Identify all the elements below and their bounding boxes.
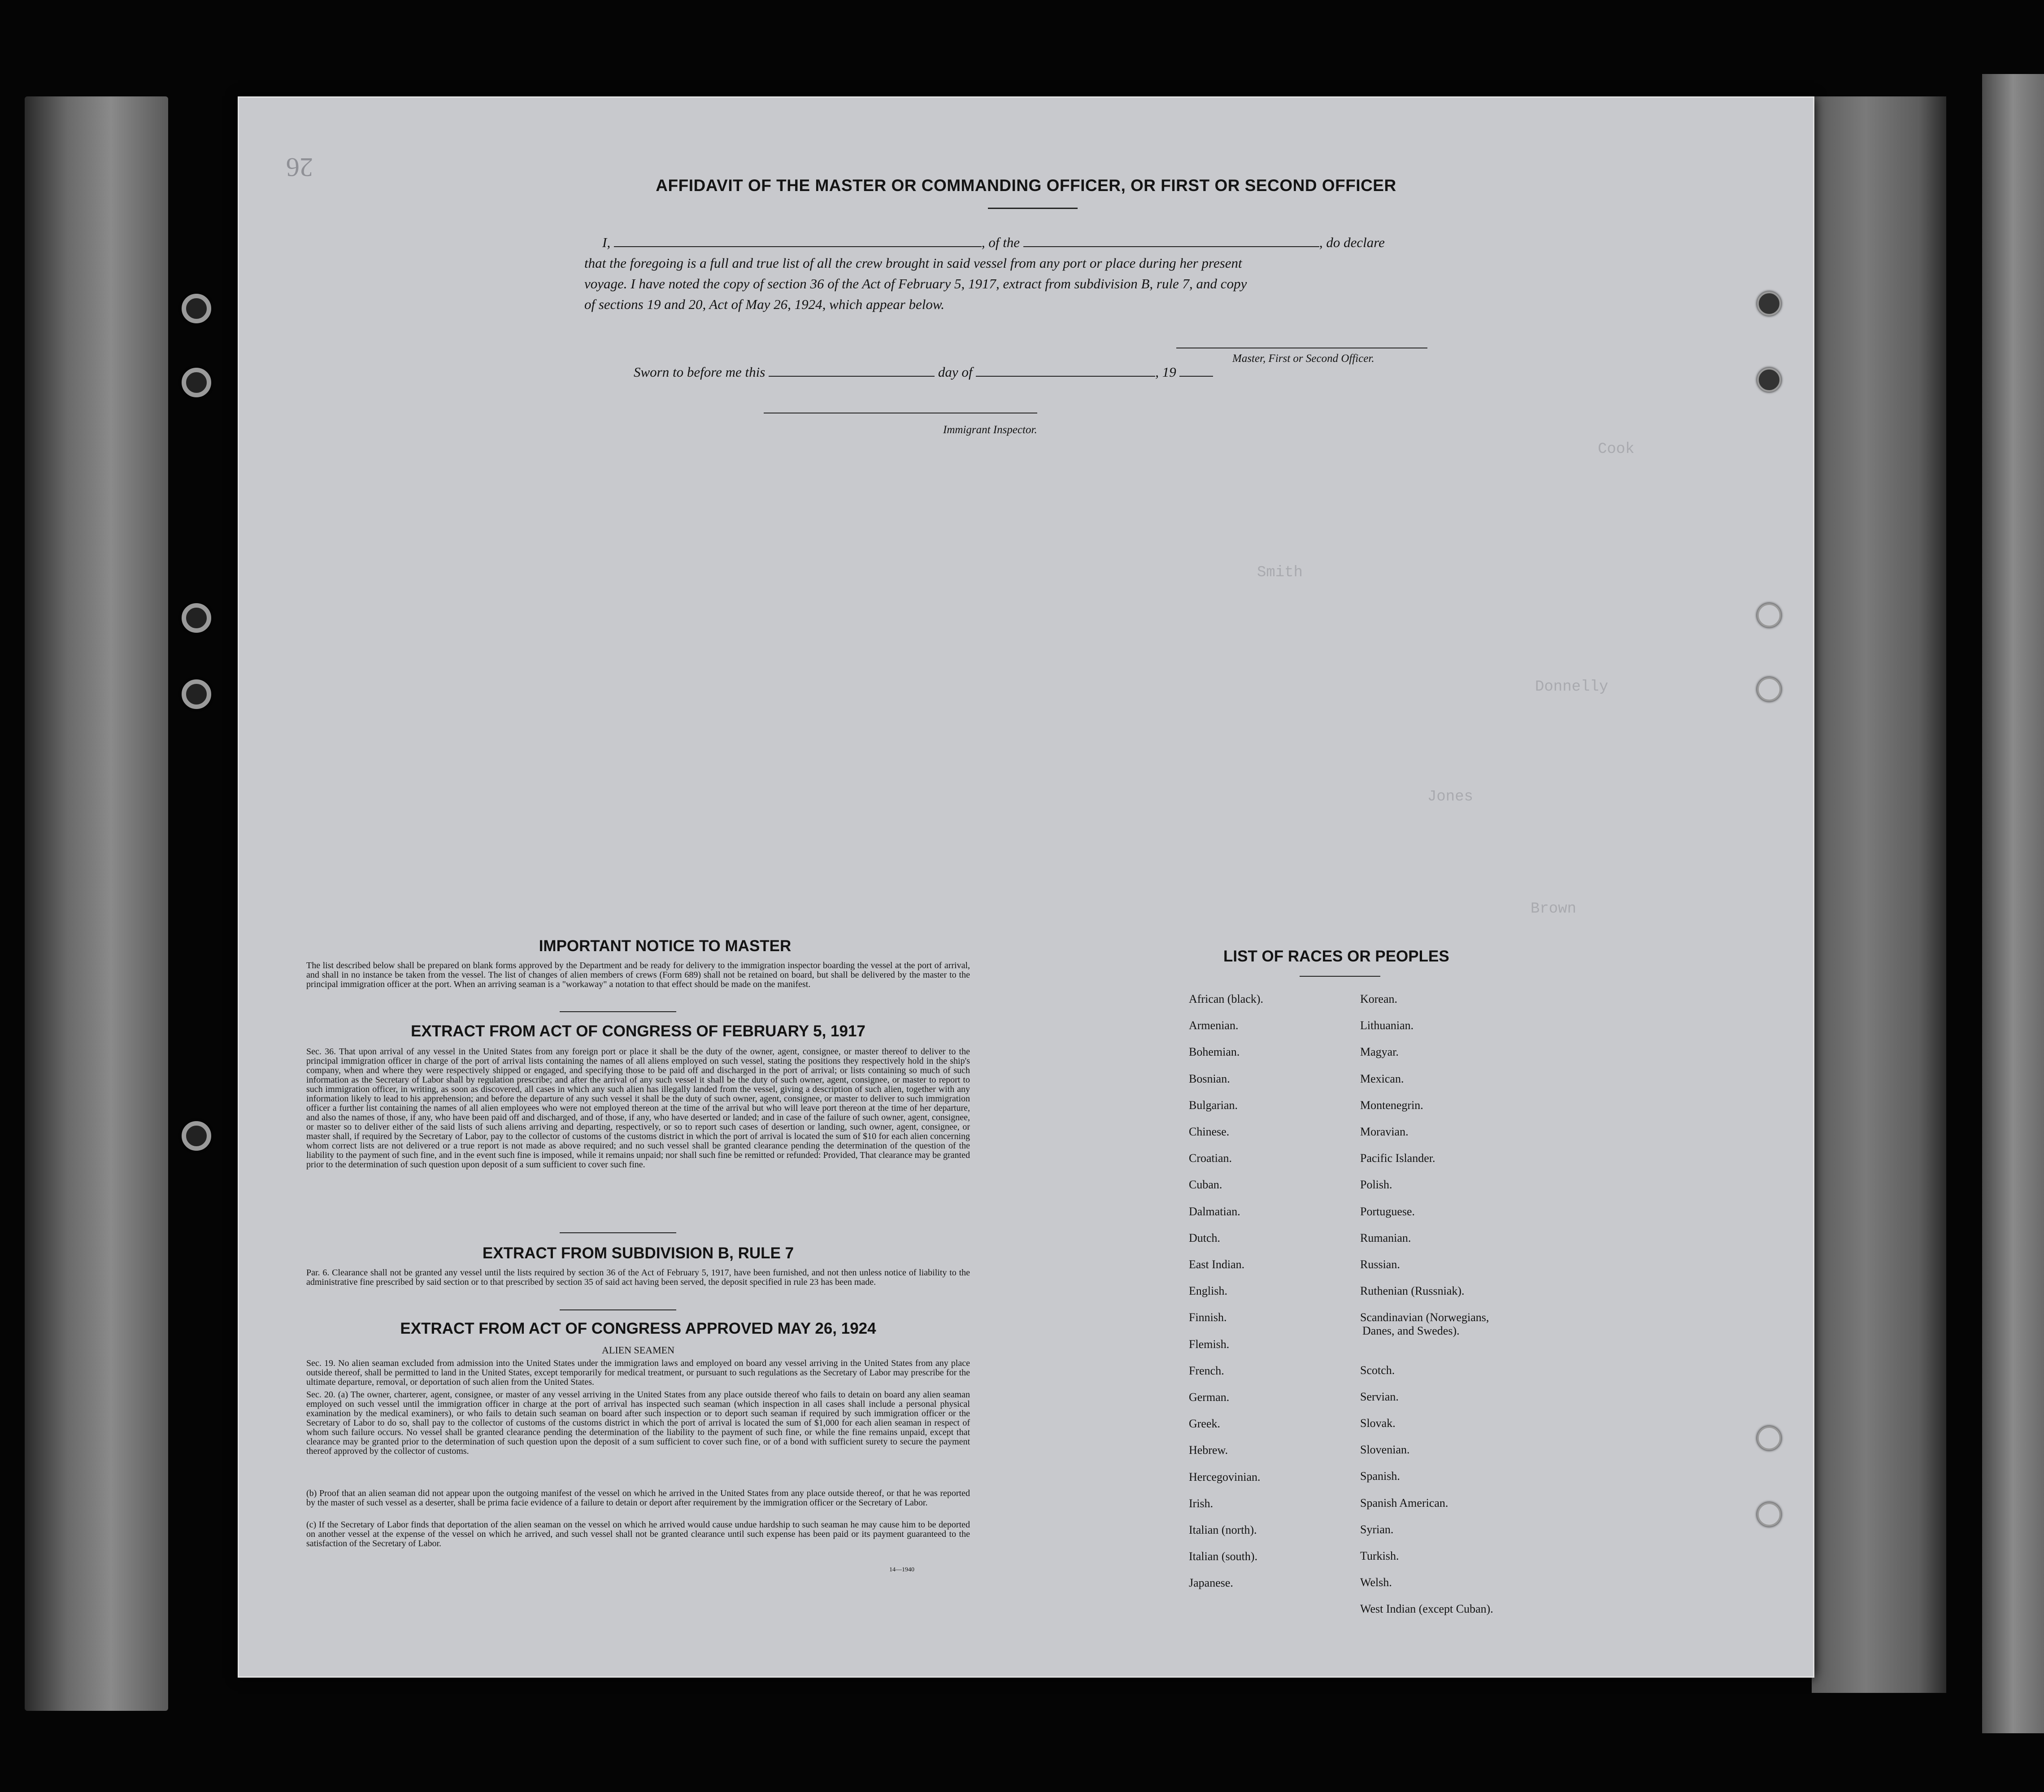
race-item: Italian (south). <box>1189 1550 1258 1563</box>
name-field[interactable] <box>614 233 982 247</box>
race-item: Russian. <box>1360 1258 1400 1271</box>
rule-7-body: Par. 6. Clearance shall not be granted any vessel until the lists required by section 36 of the Act of February 5, 1917, have been furnished, and not then unless notice of liability to the administrative fine prescribed by said section or to that prescribed by section 35 of said act having been served, the deposit specified in rule 23 has been made. <box>306 1268 970 1287</box>
sworn-day-field[interactable] <box>769 362 935 377</box>
race-item: Hebrew. <box>1189 1444 1228 1457</box>
punch-hole-icon <box>1757 603 1781 627</box>
races-title: LIST OF RACES OR PEOPLES <box>1223 948 1449 965</box>
punch-hole-icon <box>1757 368 1781 392</box>
bleed-through: Cook <box>1598 441 1635 458</box>
binder-ring-icon <box>182 603 211 633</box>
inspector-caption: Immigrant Inspector. <box>943 424 1037 436</box>
notice-body: The list described below shall be prepared on blank forms approved by the Department and be ready for delivery to the immigration inspector boarding the vessel at the port of arrival, and shall in no instance be taken from the vessel. The list of changes of alien members of crews (Form 689) shall not be retained on board, but shall be delivered by the master to the principal immigration officer at the port. When an arriving seaman is a "workaway" a notation to that effect should be made on the manifest. <box>306 961 970 989</box>
race-item: Cuban. <box>1189 1178 1222 1192</box>
act-1924-sec20a: Sec. 20. (a) The owner, charterer, agent, consignee, or master of any vessel arriving in the United States from any place outside thereof who fails to detain on board any alien seaman employed on such vessel until the immigration officer in charge at the port of arrival has inspected such seaman (which inspection in all cases shall include a personal physical examination by the medical examiners), or who fails to detain such seaman on board after such inspection or to deport such seaman if required by such immigration officer or the Secretary of Labor to do so, shall pay to the collector of customs of the customs district in which the port of arrival is located the sum of $1,000 for each alien seaman in respect of whom such failure occurs. No vessel shall be granted clearance pending the determination of the liability to the payment of such fine, or while the fine remains unpaid, except that clearance may be granted prior to the determination of such question upon the deposit of a sum sufficient to cover such fine, or of a bond with sufficient surety to secure the payment thereof approved by the collector of customs. <box>306 1390 970 1456</box>
form-number: 14—1940 <box>889 1566 914 1573</box>
punch-hole-icon <box>1757 291 1781 316</box>
race-item: Greek. <box>1189 1417 1221 1431</box>
race-item: Spanish. <box>1360 1470 1400 1483</box>
vessel-field[interactable] <box>1023 233 1319 247</box>
notice-title: IMPORTANT NOTICE TO MASTER <box>539 937 792 955</box>
race-item: Slovak. <box>1360 1417 1396 1430</box>
race-item: Polish. <box>1360 1178 1392 1192</box>
decl-line-2: that the foregoing is a full and true list of all the crew brought in said vessel from any port or place during her present <box>584 255 1242 271</box>
sworn-text: Sworn to before me this <box>634 364 765 380</box>
bleed-through: Smith <box>1257 564 1303 581</box>
divider <box>1300 976 1380 977</box>
race-item: East Indian. <box>1189 1258 1245 1271</box>
race-item: Flemish. <box>1189 1337 1230 1351</box>
decl-line-4: of sections 19 and 20, Act of May 26, 1924, which appear below. <box>584 296 945 312</box>
punch-hole-icon <box>1757 677 1781 701</box>
sworn-line <box>634 362 1213 380</box>
race-item: Portuguese. <box>1360 1205 1415 1218</box>
race-item: Syrian. <box>1360 1522 1394 1536</box>
race-item: Irish. <box>1189 1496 1213 1510</box>
race-item: African (black). <box>1189 992 1264 1005</box>
race-item: Spanish American. <box>1360 1496 1448 1509</box>
declaration <box>584 232 1714 315</box>
race-item: Rumanian. <box>1360 1231 1411 1244</box>
race-item: Danes, and Swedes). <box>1362 1324 1460 1337</box>
decl-of-the: , of the <box>981 235 1020 250</box>
race-item: German. <box>1189 1391 1230 1404</box>
race-item: French. <box>1189 1364 1224 1377</box>
race-item: Scandinavian (Norwegians, <box>1360 1311 1489 1324</box>
race-item: Dutch. <box>1189 1231 1221 1244</box>
race-item: Bosnian. <box>1189 1072 1230 1085</box>
binder-ring-icon <box>182 368 211 397</box>
race-item: Lithuanian. <box>1360 1019 1414 1032</box>
binder-ring-icon <box>182 294 211 323</box>
race-item: Chinese. <box>1189 1125 1230 1138</box>
race-item: Finnish. <box>1189 1311 1227 1324</box>
affidavit-title: AFFIDAVIT OF THE MASTER OR COMMANDING OFFICER, OR FIRST OR SECOND OFFICER <box>656 176 1396 195</box>
race-item: English. <box>1189 1284 1227 1298</box>
divider <box>988 208 1078 209</box>
adjacent-page-strip <box>1982 74 2044 1733</box>
race-item: Bohemian. <box>1189 1045 1240 1059</box>
race-item: Welsh. <box>1360 1576 1392 1589</box>
page-number: 26 <box>286 152 313 182</box>
sworn-year: , 19 <box>1155 364 1176 380</box>
race-item: Ruthenian (Russniak). <box>1360 1284 1465 1298</box>
race-item: Hercegovinian. <box>1189 1470 1261 1483</box>
sworn-day-of: day of <box>938 364 973 380</box>
bleed-through: Brown <box>1531 900 1577 918</box>
binder-left-edge <box>25 96 168 1711</box>
bleed-through: Donnelly <box>1535 679 1609 696</box>
decl-i: I, <box>602 235 611 250</box>
binder-ring-icon <box>182 1121 211 1151</box>
rule-7-title: EXTRACT FROM SUBDIVISION B, RULE 7 <box>482 1244 794 1262</box>
bleed-through: Jones <box>1427 788 1474 805</box>
race-item: Croatian. <box>1189 1152 1232 1165</box>
sworn-month-field[interactable] <box>976 362 1155 377</box>
divider <box>560 1309 676 1310</box>
act-1924-sec20b: (b) Proof that an alien seaman did not appear upon the outgoing manifest of the vessel on which he arrived in the United States from any place outside thereof, or that he was reported by the master of such vessel as a deserter, shall be prima facie evidence of a failure to detain or deport after requirement by the immigration officer or the Secretary of Labor. <box>306 1488 970 1508</box>
race-item: Bulgarian. <box>1189 1098 1238 1112</box>
decl-do-declare: , do declare <box>1319 235 1385 250</box>
act-1924-title: EXTRACT FROM ACT OF CONGRESS APPROVED MAY 26, 1924 <box>400 1320 876 1337</box>
race-item: West Indian (except Cuban). <box>1360 1602 1493 1616</box>
decl-line-3: voyage. I have noted the copy of section 36 of the Act of February 5, 1917, extract from subdivision B, rule 7, and copy <box>584 276 1247 291</box>
punch-hole-icon <box>1757 1426 1781 1450</box>
race-item: Mexican. <box>1360 1072 1404 1085</box>
race-item: Slovenian. <box>1360 1443 1410 1457</box>
race-item: Turkish. <box>1360 1549 1399 1562</box>
binder-ring-icon <box>182 679 211 709</box>
act-1924-subtitle: ALIEN SEAMEN <box>602 1344 674 1356</box>
master-caption: Master, First or Second Officer. <box>1232 352 1374 365</box>
race-item: Montenegrin. <box>1360 1098 1423 1112</box>
race-item: Japanese. <box>1189 1576 1233 1590</box>
act-1917-title: EXTRACT FROM ACT OF CONGRESS OF FEBRUARY 5, 1917 <box>411 1022 865 1040</box>
race-item: Armenian. <box>1189 1019 1239 1032</box>
document-page <box>238 96 1814 1678</box>
race-item: Dalmatian. <box>1189 1205 1240 1218</box>
race-item: Korean. <box>1360 992 1398 1005</box>
sworn-year-field[interactable] <box>1179 362 1213 377</box>
race-item: Servian. <box>1360 1390 1399 1403</box>
race-item: Moravian. <box>1360 1125 1409 1138</box>
race-item: Pacific Islander. <box>1360 1152 1435 1165</box>
act-1917-body: Sec. 36. That upon arrival of any vessel in the United States from any foreign port or place it shall be the duty of the owner, agent, consignee, or master thereof to deliver to the principal immigration officer in charge of the port of arrival lists containing the names of all aliens employed on such vessel, stating the positions they respectively hold in the ship's company, when and where they were respectively shipped or engaged, and specifying those to be paid off and discharged in the port of arrival; or lists containing so much of such information as the Secretary of Labor shall by regulation prescribe; and after the arrival of any such vessel it shall be the duty of such owner, agent, consignee, or master to report to such immigration officer, in writing, as soon as discovered, all cases in which any such alien has illegally landed from the vessel, giving a description of such alien, together with any information likely to lead to his apprehension; and before the departure of any such vessel it shall be the duty of such owner, agent, consignee, or master to deliver to such immigration officer a further list containing the names of all alien employees who were not employed thereon at the time of the arrival but who will leave port thereon at the time of her departure, and also the names of those, if any, who have been paid off and discharged, and of those, if any, who have deserted or landed; and in case of the failure of such owner, agent, consignee, or master so to deliver either of the said lists of such aliens arriving and departing, respectively, or so to report such cases of desertion or landing, such owner, agent, consignee, or master shall, if required by the Secretary of Labor, pay to the collector of customs of the customs district in which the port of arrival is located the sum of $10 for each alien concerning whom correct lists are not delivered or a true report is not made as above required; and no such vessel shall be granted clearance pending the determination of the question of the liability to the payment of such fine, and in the event such fine is imposed, while it remains unpaid; nor shall such fine be remitted or refunded: Provided, That clearance may be granted prior to the determination of such question upon deposit of a sum sufficient to cover such fine. <box>306 1047 970 1170</box>
divider <box>560 1232 676 1233</box>
punch-hole-icon <box>1757 1502 1781 1527</box>
act-1924-sec19: Sec. 19. No alien seaman excluded from admission into the United States under the immigration laws and employed on board any vessel arriving in the United States from any place outside thereof, shall be permitted to land in the United States, except temporarily for medical treatment, or pursuant to such regulations as the Secretary of Labor may prescribe for the ultimate departure, removal, or deportation of such alien from the United States. <box>306 1358 970 1387</box>
race-item: Magyar. <box>1360 1045 1399 1059</box>
divider <box>560 1011 676 1012</box>
race-item: Scotch. <box>1360 1363 1395 1377</box>
race-item: Italian (north). <box>1189 1523 1257 1536</box>
act-1924-sec20c: (c) If the Secretary of Labor finds that deportation of the alien seaman on the vessel on which he arrived would cause undue hardship to such seaman he may cause him to be deported on another vessel at the expense of the vessel on which he arrived, and such vessel shall not be granted clearance until such expense has been paid or its payment guaranteed to the satisfaction of the Secretary of Labor. <box>306 1520 970 1548</box>
binder-right-edge <box>1812 96 1946 1693</box>
